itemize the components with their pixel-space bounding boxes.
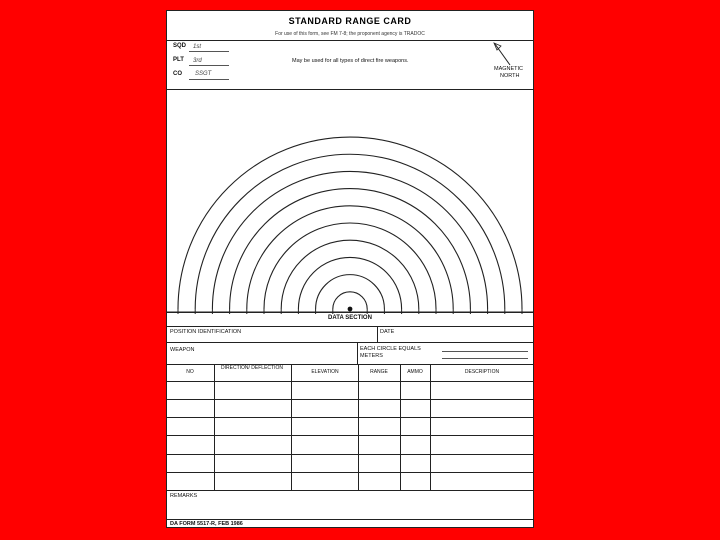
header-divider [167, 40, 533, 41]
range-circle-1 [333, 292, 367, 309]
sqd-value: 1st [193, 44, 202, 50]
table-bottom-divider [167, 490, 533, 491]
plt-label: PLT [173, 57, 184, 63]
range-sketch-area [167, 89, 533, 315]
plt-value: 3rd [193, 58, 202, 64]
form-title: STANDARD RANGE CARD [288, 16, 412, 26]
meters-field-line [442, 358, 528, 359]
usage-note: May be used for all types of direct fire weapons. [292, 58, 409, 64]
range-card-form [166, 10, 534, 528]
position-identification-label: POSITION IDENTIFICATION [170, 329, 242, 335]
table-row-divider [167, 417, 533, 418]
table-row-divider [167, 454, 533, 455]
sqd-label: SQD [173, 43, 187, 49]
co-field-line [189, 79, 229, 80]
co-label: CO [173, 71, 182, 77]
col-elevation-header: ELEVATION [311, 369, 339, 375]
remarks-bottom-divider [167, 519, 533, 520]
circle-divider [357, 342, 358, 364]
table-row-divider [167, 472, 533, 473]
weapon-label: WEAPON [170, 347, 195, 353]
sqd-field-line [189, 51, 229, 52]
col-range-header: RANGE [370, 369, 388, 375]
remarks-label: REMARKS [170, 493, 198, 499]
position-row-divider [167, 342, 533, 343]
sketch-bottom-divider [167, 312, 533, 313]
col-no-header: NO [186, 369, 194, 375]
circle-field-line [442, 351, 528, 352]
col-ammo-header: AMMO [407, 369, 423, 375]
date-label: DATE [380, 329, 395, 335]
data-section-title: DATA SECTION [328, 315, 372, 321]
range-circle-3 [298, 257, 401, 309]
north-label-2: NORTH [500, 73, 520, 79]
plt-field-line [189, 65, 229, 66]
magnetic-north-arrow-icon [492, 41, 512, 67]
meters-label: METERS [360, 353, 383, 359]
data-title-divider [167, 326, 533, 327]
range-circle-9 [195, 154, 505, 309]
form-subtitle: For use of this form, see FM 7-8; the proponent agency is TRADOC [275, 31, 425, 37]
table-header-divider [167, 381, 533, 382]
table-row-divider [167, 435, 533, 436]
form-number: DA FORM 5517-R, FEB 1986 [170, 521, 243, 527]
col-direction-header: DIRECTION/ DEFLECTION [221, 365, 283, 371]
range-circle-5 [264, 223, 436, 309]
circle-equals-label: EACH CIRCLE EQUALS [360, 346, 421, 352]
table-row-divider [167, 399, 533, 400]
col-description-header: DESCRIPTION [464, 369, 500, 375]
north-label-1: MAGNETIC [494, 66, 524, 72]
weapon-position-dot [348, 307, 353, 312]
co-value: SSGT [195, 71, 212, 77]
date-divider [377, 326, 378, 342]
